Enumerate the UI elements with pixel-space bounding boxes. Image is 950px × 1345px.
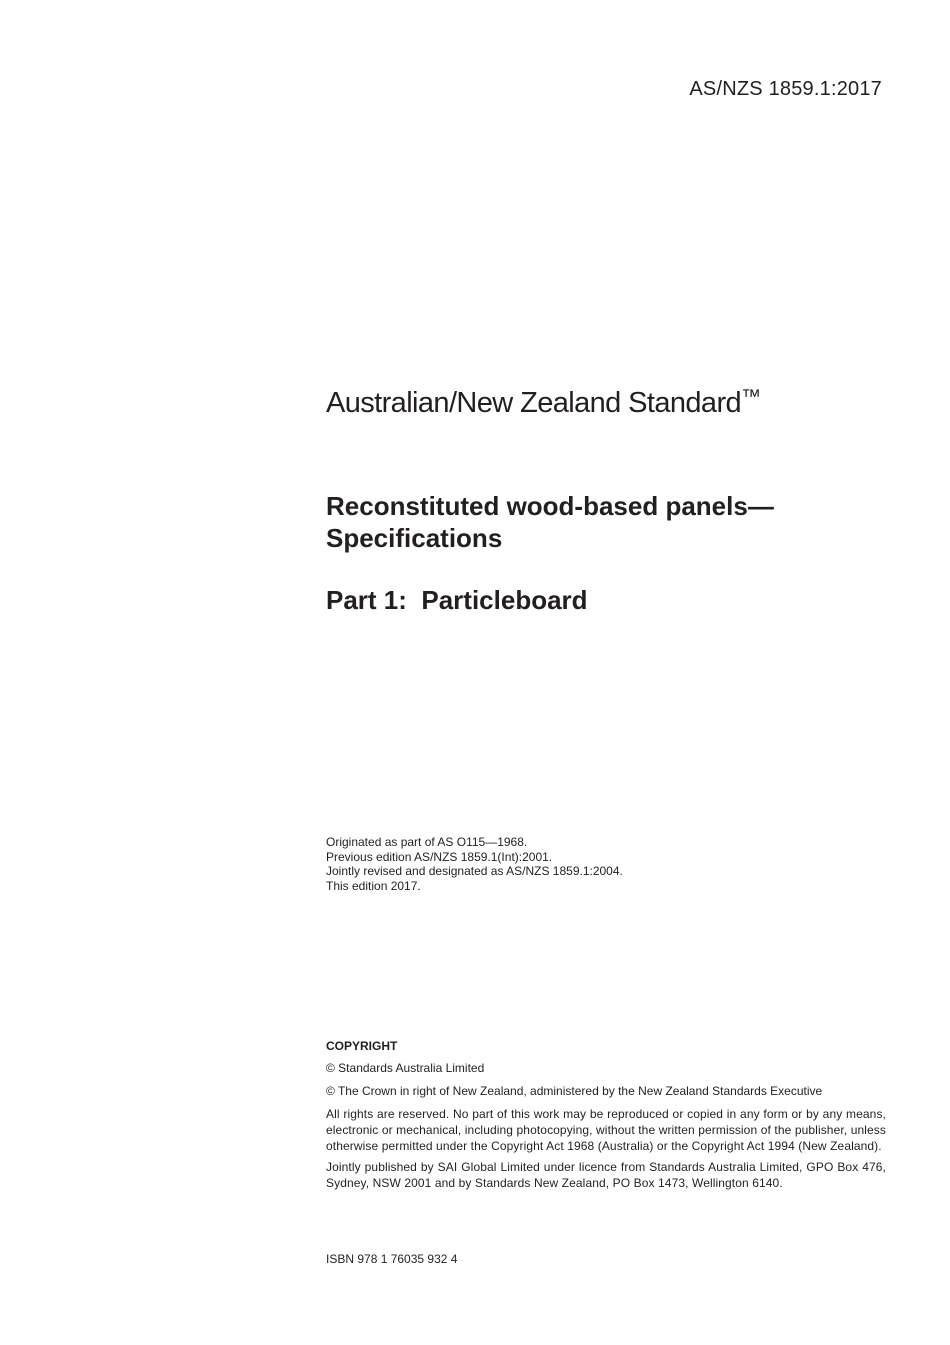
history-line: Previous edition AS/NZS 1859.1(Int):2001. [326, 849, 553, 864]
document-part: Part 1: Particleboard [326, 585, 588, 615]
copyright-line-new-zealand: © The Crown in right of New Zealand, administered by the New Zealand Standards Executive [326, 1084, 823, 1098]
history-line: Jointly revised and designated as AS/NZS 1859.1:2004. [326, 864, 623, 879]
document-title [326, 490, 774, 554]
document-title-line2: Specifications [326, 523, 503, 553]
document-code: AS/NZS 1859.1:2017 [689, 78, 882, 100]
edition-history [326, 835, 623, 893]
history-line: This edition 2017. [326, 878, 421, 893]
document-title-line1: Reconstituted wood-based panels— [326, 491, 774, 521]
isbn: ISBN 978 1 76035 932 4 [326, 1252, 458, 1266]
copyright-heading: COPYRIGHT [326, 1039, 398, 1053]
history-line: Originated as part of AS O115—1968. [326, 835, 528, 849]
publisher-statement: Jointly published by SAI Global Limited under licence from Standards Australia Limited, GPO Box 476, Sydney, NSW 2001 and by Standards New Zealand, PO Box 1473, Wellington 6140. [326, 1160, 886, 1190]
copyright-block [326, 1038, 886, 1196]
trademark-symbol: ™ [741, 386, 762, 408]
series-title [326, 386, 761, 420]
rights-statement: All rights are reserved. No part of this work may be reproduced or copied in any form or by any means, electronic or mechanical, including photocopying, without the written permission of the publisher, unless otherwise permitted under the Copyright Act 1968 (Australia) or the Copyright Act 1994 (New Zealand). [326, 1107, 886, 1153]
copyright-line-australia: © Standards Australia Limited [326, 1061, 485, 1075]
series-title-text: Australian/New Zealand Standard [326, 387, 742, 419]
